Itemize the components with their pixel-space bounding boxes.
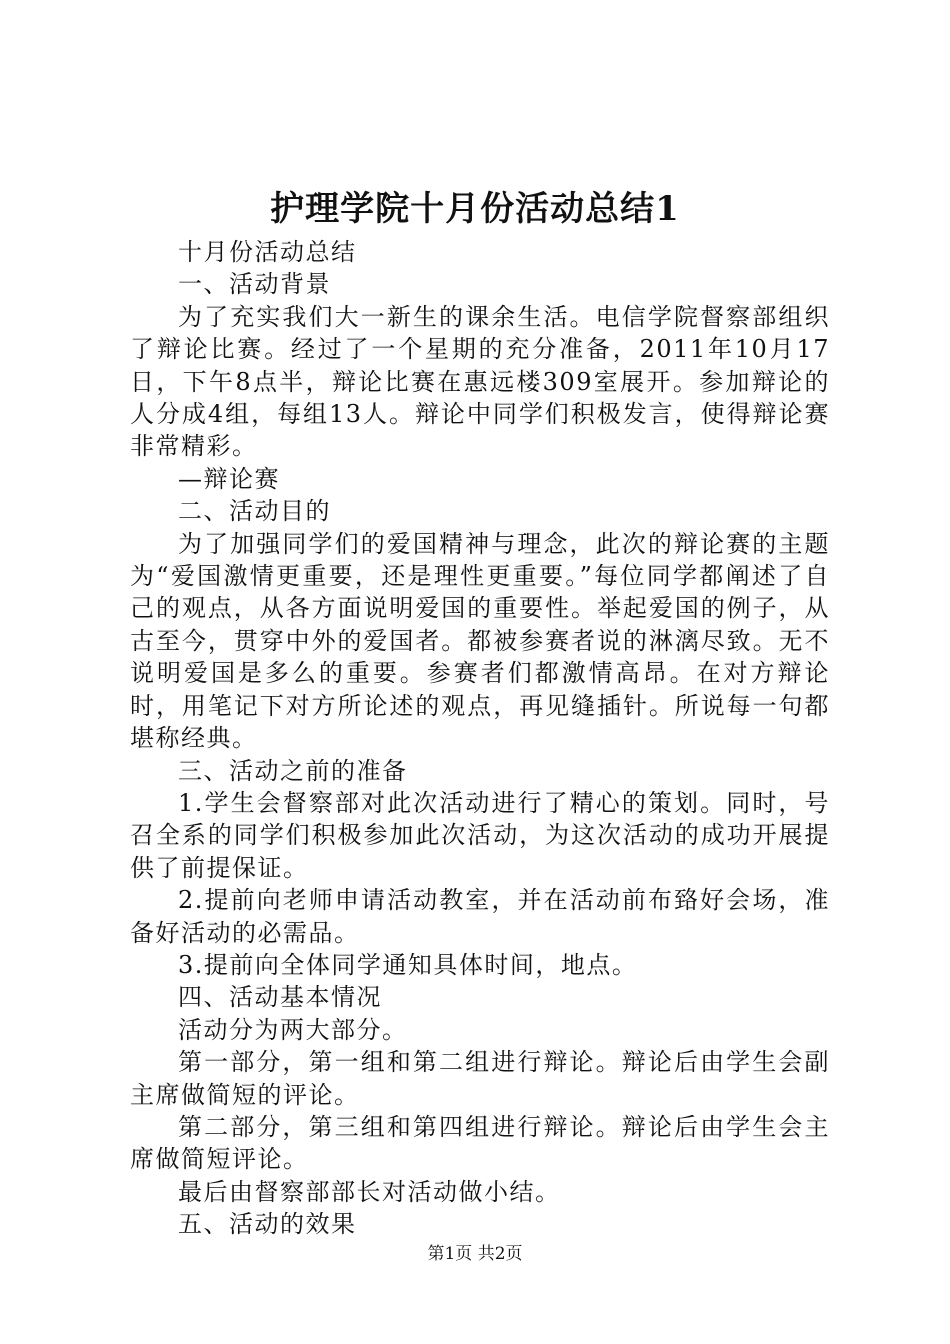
list-item: 2.提前向老师申请活动教室，并在活动前布臵好会场，准备好活动的必需品。 <box>130 886 830 947</box>
paragraph: 活动分为两大部分。 <box>178 1015 408 1044</box>
paragraph: 最后由督察部部长对活动做小结。 <box>178 1177 561 1206</box>
paragraph: 十月份活动总结 <box>178 238 357 266</box>
section-heading: 二、活动目的 <box>178 497 331 526</box>
document-body <box>130 236 830 1241</box>
section-heading: 四、活动基本情况 <box>178 983 382 1012</box>
section-heading: 五、活动的效果 <box>178 1210 357 1239</box>
paragraph: 为了充实我们大一新生的课余生活。电信学院督察部组织了辩论比赛。经过了一个星期的充分准备，2011年10月17日，下午8点半，辩论比赛在惠远楼309室展开。参加辩论的人分成4组，每组13人。辩论中同学们积极发言，使得辩论赛非常精彩。 <box>130 302 830 461</box>
list-item: 1.学生会督察部对此次活动进行了精心的策划。同时，号召全系的同学们积极参加此次活动，为这次活动的成功开展提供了前提保证。 <box>130 788 830 882</box>
page-footer: 第1页 共2页 <box>427 1244 523 1264</box>
section-heading: 三、活动之前的准备 <box>178 756 408 785</box>
paragraph: 为了加强同学们的爱国精神与理念，此次的辩论赛的主题为“爱国激情更重要，还是理性更重要。”每位同学都阐述了自己的观点，从各方面说明爱国的重要性。举起爱国的例子，从古至今，贯穿中外的爱国者。都被参赛者说的淋漓尽致。无不说明爱国是多么的重要。参赛者们都激情高昂。在对方辩论时，用笔记下对方所论述的观点，再见缝插针。所说每一句都堪称经典。 <box>130 529 830 753</box>
paragraph: 第一部分，第一组和第二组进行辩论。辩论后由学生会副主席做简短的评论。 <box>130 1048 830 1109</box>
list-item: 3.提前向全体同学通知具体时间，地点。 <box>178 950 638 979</box>
paragraph: —辩论赛 <box>178 464 280 493</box>
document-title: 护理学院十月份活动总结1 <box>270 189 680 229</box>
paragraph: 第二部分，第三组和第四组进行辩论。辩论后由学生会主席做简短评论。 <box>130 1112 830 1174</box>
section-heading: 一、活动背景 <box>178 270 331 299</box>
